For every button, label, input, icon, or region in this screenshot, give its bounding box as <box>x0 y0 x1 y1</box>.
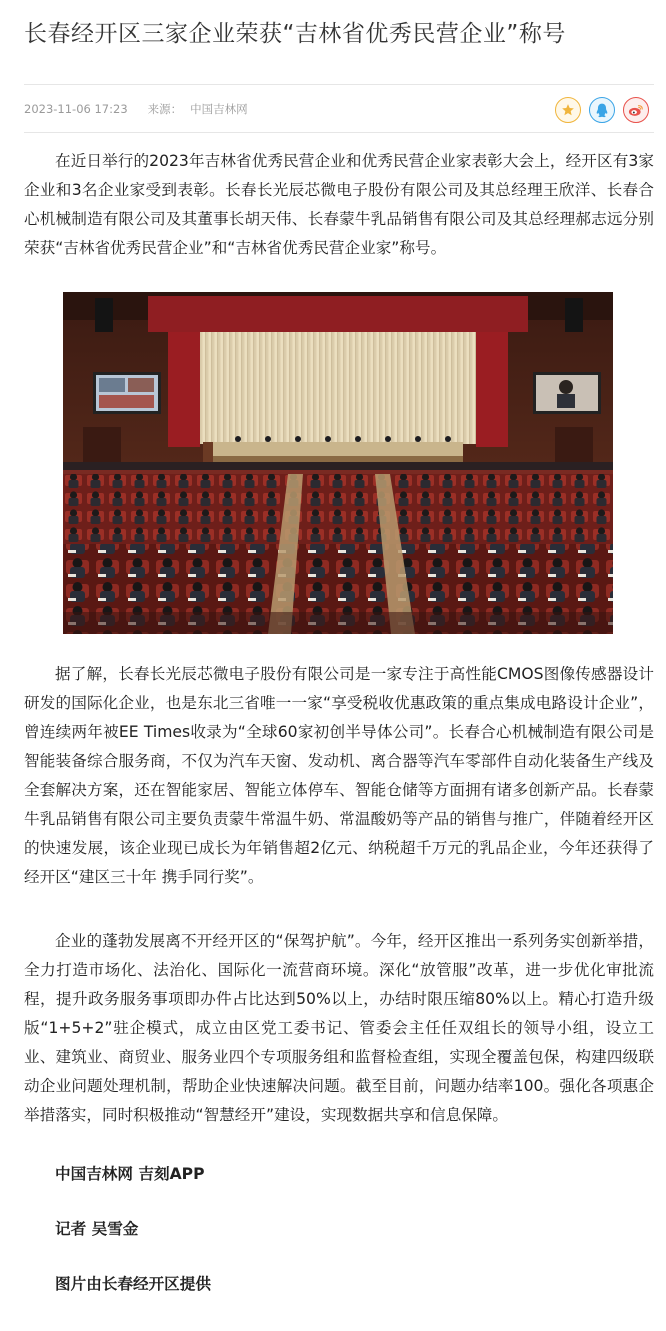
article-paragraph: 据了解，长春长光辰芯微电子股份有限公司是一家专注于高性能CMOS图像传感器设计研发的国际化企业，也是东北三省唯一一家“享受税收优惠政策的重点集成电路设计企业”，曾连续两年被EE Times收录为“全球60家初创半导体公司”。长春合心机械制造有限公司是智能装备综合服务商，不仅为汽车天窗、发动机、离合器等汽车零部件自动化装备生产线及全套解决方案，还在智能家居、智能立体停车、智能仓储等方面拥有诸多创新产品。长春蒙牛乳品销售有限公司主要负责蒙牛常温牛奶、常温酸奶等产品的销售与推广，伴随着经开区的快速发展，该企业现已成长为年销售超2亿元、纳税超千万元的乳品企业，今年还获得了经开区“建区三十年 携手同行奖”。 <box>24 665 654 886</box>
weibo-icon <box>628 103 644 117</box>
article-meta-bar <box>24 84 654 133</box>
article-meta <box>24 101 248 117</box>
article-paragraph: 在近日举行的2023年吉林省优秀民营企业和优秀民营企业家表彰大会上，经开区有3家企业和3名企业家受到表彰。长春长光辰芯微电子股份有限公司及其总经理王欣洋、长春合心机械制造有限公司及其董事长胡天伟、长春蒙牛乳品销售有限公司及其总经理郝志远分别荣获“吉林省优秀民营企业”和“吉林省优秀民营企业家”称号。 <box>24 152 654 257</box>
reporter-credit: 记者 吴雪金 <box>55 1220 139 1238</box>
share-weibo-button[interactable] <box>623 97 649 123</box>
source-name[interactable]: 中国吉林网 <box>190 102 248 116</box>
conference-photo <box>63 292 613 634</box>
photo-credit: 图片由长春经开区提供 <box>55 1275 211 1293</box>
source-label: 来源： <box>147 102 183 116</box>
share-qq-button[interactable] <box>589 97 615 123</box>
media-credit: 中国吉林网 吉刻APP <box>55 1165 205 1183</box>
article-paragraph: 企业的蓬勃发展离不开经开区的“保驾护航”。今年，经开区推出一系列务实创新举措，全力打造市场化、法治化、国际化一流营商环境。深化“放管服”改革，进一步优化审批流程，提升政务服务事项即办件占比达到50%以上，办结时限压缩80%以上。精心打造升级版“1+5+2”驻企模式，成立由区党工委书记、管委会主任任双组长的领导小组，设立工业、建筑业、商贸业、服务业四个专项服务组和监督检查组，实现全覆盖包保，构建四级联动企业问题处理机制，帮助企业快速解决问题。截至目前，问题办结率100。强化各项惠企举措落实，同时积极推动“智慧经开”建设，实现数据共享和信息保障。 <box>24 932 654 1124</box>
qq-icon <box>595 103 609 118</box>
star-icon <box>561 103 575 117</box>
article-title: 长春经开区三家企业荣获“吉林省优秀民营企业”称号 <box>24 21 566 47</box>
favorite-button[interactable] <box>555 97 581 123</box>
publish-date: 2023-11-06 17:23 <box>24 102 128 116</box>
